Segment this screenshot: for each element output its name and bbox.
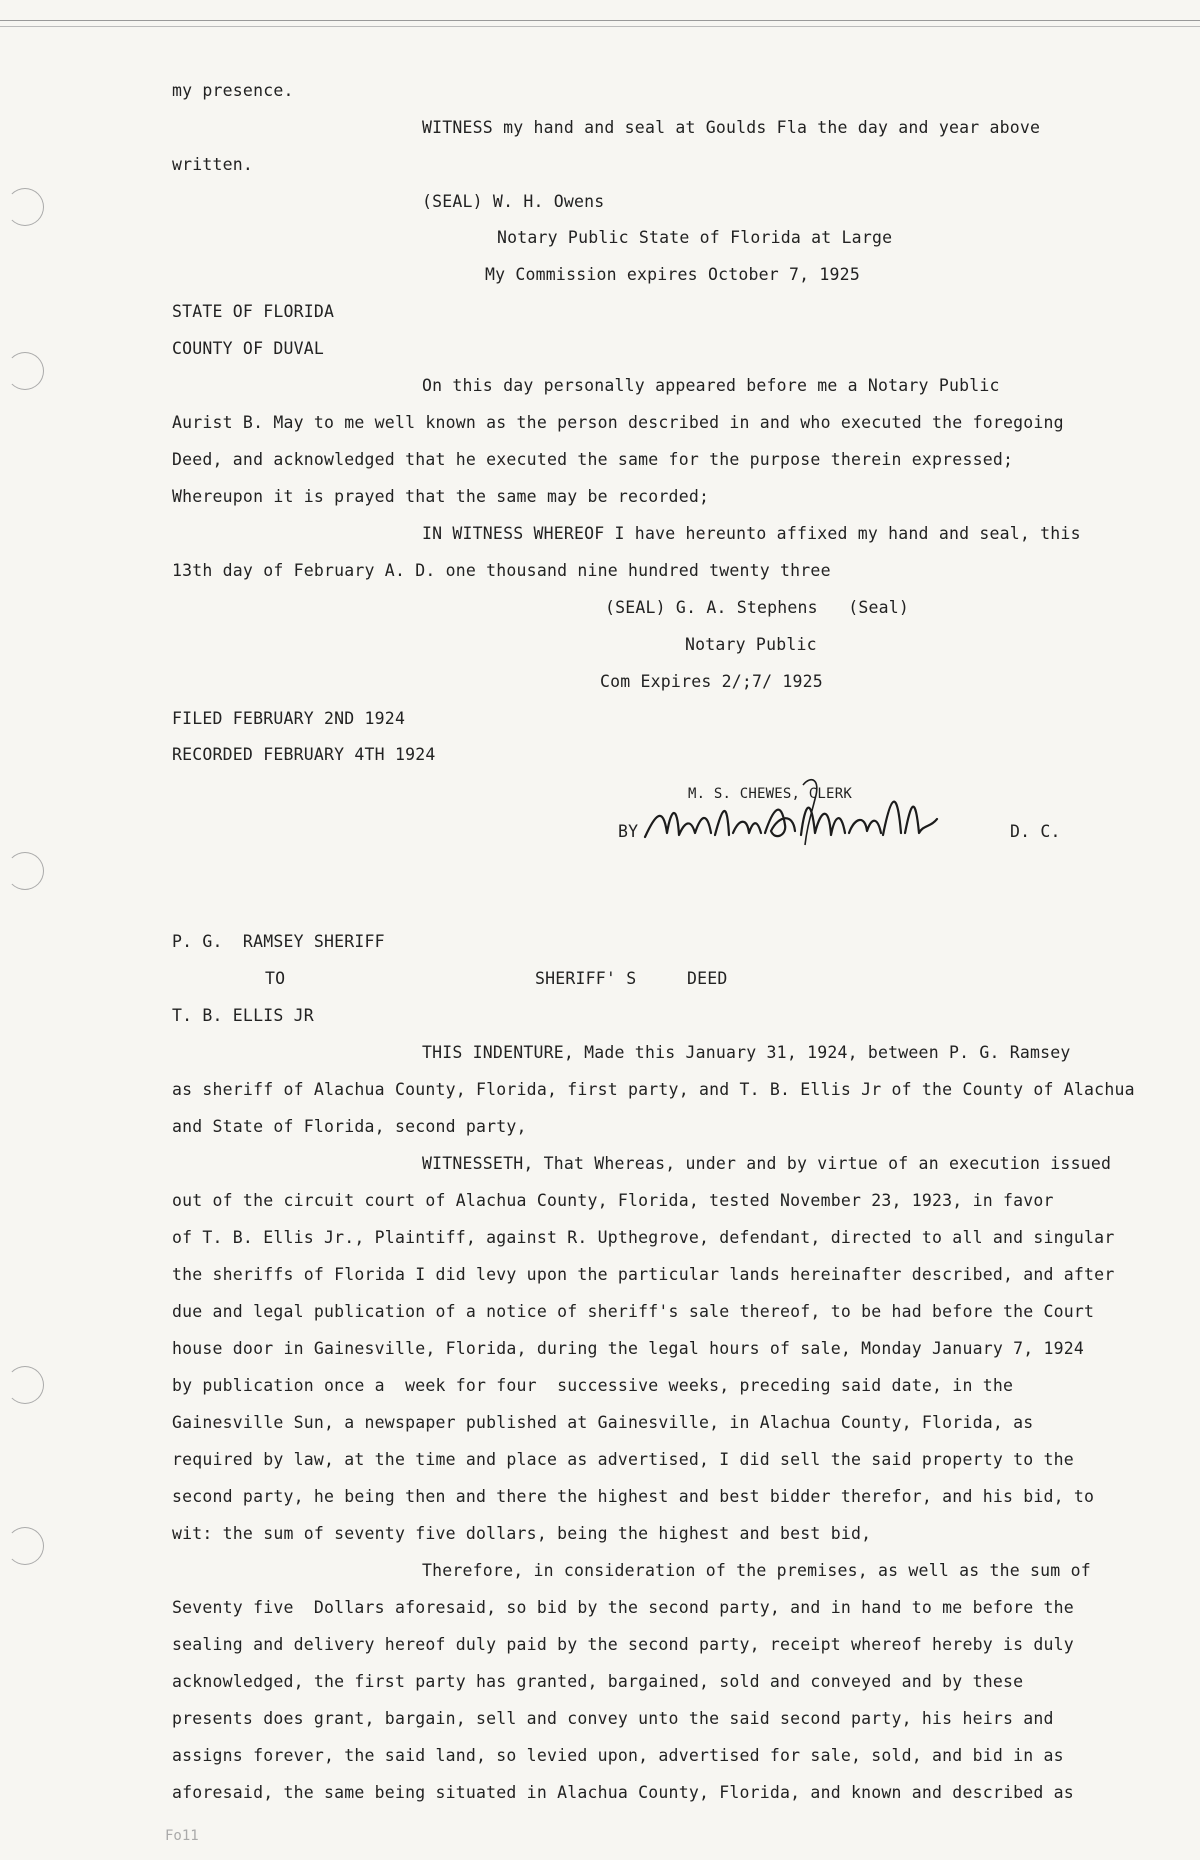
text-line: Deed, and acknowledged that he executed the same for the purpose therein expressed; xyxy=(172,450,1014,469)
deed-title: SHERIFF' S DEED xyxy=(535,969,728,988)
text-line: house door in Gainesville, Florida, during the legal hours of sale, Monday January 7, 1924 xyxy=(172,1339,1085,1358)
text-line: second party, he being then and there the highest and best bidder therefor, and his bid, to xyxy=(172,1487,1095,1506)
text-line: IN WITNESS WHEREOF I have hereunto affixed my hand and seal, this xyxy=(422,524,1081,543)
grantee-name: T. B. ELLIS JR xyxy=(172,1006,314,1025)
text-line: 13th day of February A. D. one thousand nine hundred twenty three xyxy=(172,561,831,580)
text-line: due and legal publication of a notice of sheriff's sale thereof, to be had before the Court xyxy=(172,1302,1095,1321)
binder-hole-icon xyxy=(6,188,44,226)
notary-signature-line: (SEAL) G. A. Stephens (Seal) xyxy=(605,598,910,617)
text-line: THIS INDENTURE, Made this January 31, 1924, between P. G. Ramsey xyxy=(422,1043,1071,1062)
binder-hole-icon xyxy=(6,852,44,890)
text-line: Therefore, in consideration of the premises, as well as the sum of xyxy=(422,1561,1091,1580)
text-line: On this day personally appeared before me a Notary Public xyxy=(422,376,1000,395)
text-line: Notary Public xyxy=(685,635,817,654)
text-line: presents does grant, bargain, sell and convey unto the said second party, his heirs and xyxy=(172,1709,1054,1728)
page-footer-mark: Fo11 xyxy=(165,1828,199,1844)
page-top-rule xyxy=(0,20,1200,21)
text-line: acknowledged, the first party has granted, bargained, sold and conveyed and by these xyxy=(172,1672,1024,1691)
text-line: assigns forever, the said land, so levied upon, advertised for sale, sold, and bid in as xyxy=(172,1746,1064,1765)
grantor-name: P. G. RAMSEY SHERIFF xyxy=(172,932,385,951)
text-line: required by law, at the time and place as advertised, I did sell the said property to the xyxy=(172,1450,1074,1469)
text-line: as sheriff of Alachua County, Florida, first party, and T. B. Ellis Jr of the County of Alachua xyxy=(172,1080,1135,1099)
text-line: of T. B. Ellis Jr., Plaintiff, against R. Upthegrove, defendant, directed to all and singular xyxy=(172,1228,1115,1247)
text-line: written. xyxy=(172,155,254,174)
text-line: and State of Florida, second party, xyxy=(172,1117,527,1136)
filed-date: FILED FEBRUARY 2ND 1924 xyxy=(172,709,406,728)
text-line: my presence. xyxy=(172,81,294,100)
binder-hole-icon xyxy=(6,1527,44,1565)
text-line: Seventy five Dollars aforesaid, so bid by the second party, and in hand to me before the xyxy=(172,1598,1074,1617)
text-line: WITNESS my hand and seal at Goulds Fla the day and year above xyxy=(422,118,1041,137)
text-line: by publication once a week for four successive weeks, preceding said date, in the xyxy=(172,1376,1014,1395)
binder-hole-icon xyxy=(6,1366,44,1404)
page-top-rule-2 xyxy=(0,26,1200,27)
text-line: COUNTY OF DUVAL xyxy=(172,339,325,358)
clerk-name: M. S. CHEWES, CLERK xyxy=(688,786,852,802)
text-line: WITNESSETH, That Whereas, under and by virtue of an execution issued xyxy=(422,1154,1112,1173)
text-line: Gainesville Sun, a newspaper published at Gainesville, in Alachua County, Florida, as xyxy=(172,1413,1034,1432)
text-line: sealing and delivery hereof duly paid by the second party, receipt whereof hereby is duly xyxy=(172,1635,1074,1654)
text-line: out of the circuit court of Alachua County, Florida, tested November 23, 1923, in favor xyxy=(172,1191,1054,1210)
handwritten-signature xyxy=(615,775,1015,865)
text-line: Com Expires 2/;7/ 1925 xyxy=(600,672,823,691)
text-line: wit: the sum of seventy five dollars, being the highest and best bid, xyxy=(172,1524,872,1543)
recorded-date: RECORDED FEBRUARY 4TH 1924 xyxy=(172,745,436,764)
text-line: aforesaid, the same being situated in Alachua County, Florida, and known and described as xyxy=(172,1783,1074,1802)
text-line: BY xyxy=(618,822,639,841)
binder-hole-icon xyxy=(6,352,44,390)
text-line: STATE OF FLORIDA xyxy=(172,302,335,321)
text-line: D. C. xyxy=(1010,822,1061,841)
text-line: Aurist B. May to me well known as the person described in and who executed the foregoing xyxy=(172,413,1064,432)
text-line: Whereupon it is prayed that the same may be recorded; xyxy=(172,487,710,506)
text-line: Notary Public State of Florida at Large xyxy=(497,228,893,247)
text-line: TO xyxy=(265,969,286,988)
text-line: the sheriffs of Florida I did levy upon the particular lands hereinafter described, and after xyxy=(172,1265,1115,1284)
notary-signature-line: (SEAL) W. H. Owens xyxy=(422,192,605,211)
text-line: My Commission expires October 7, 1925 xyxy=(485,265,860,284)
